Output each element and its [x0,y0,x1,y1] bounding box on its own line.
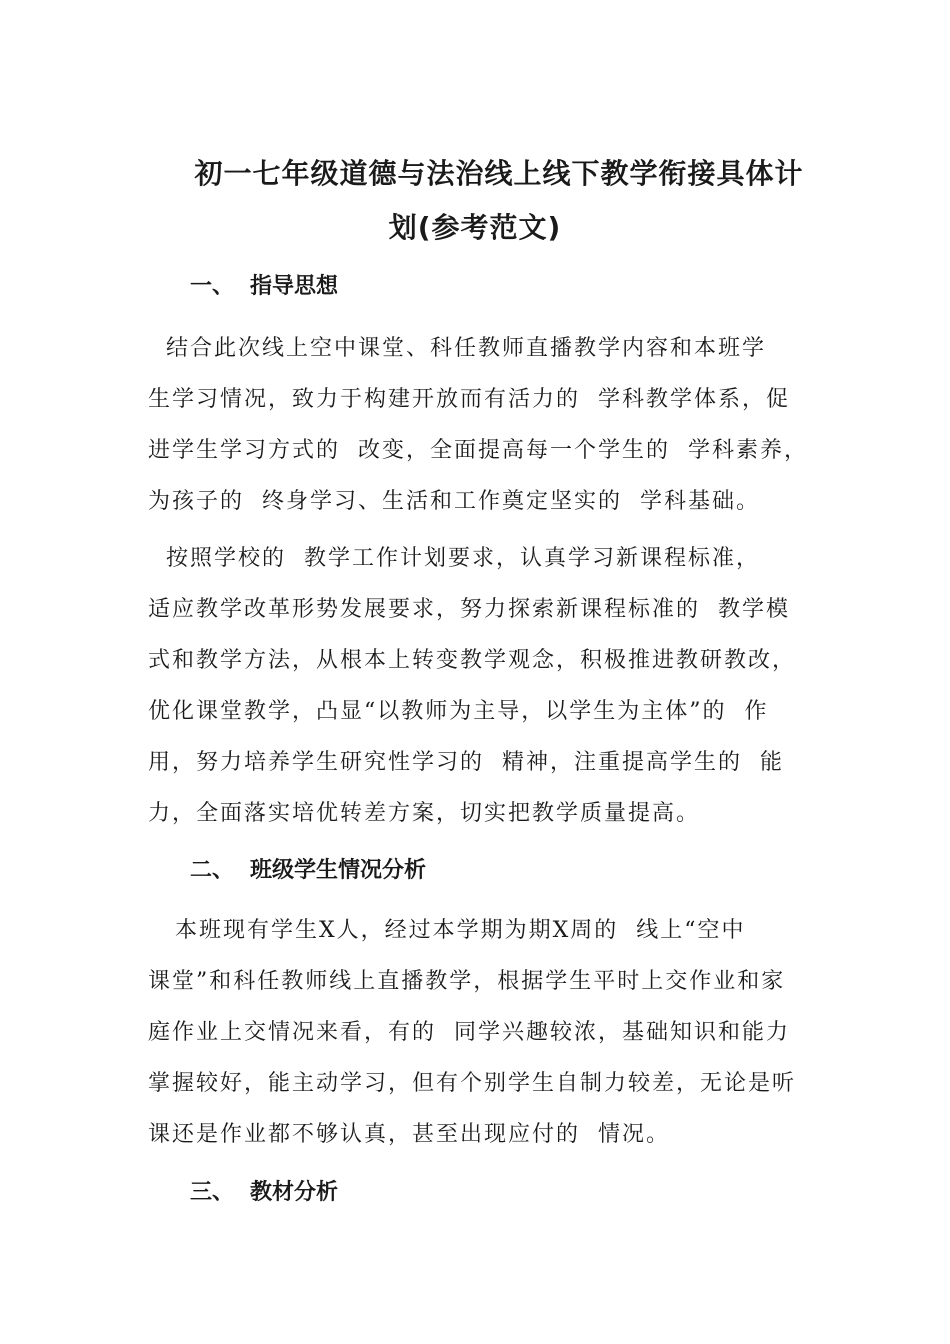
paragraph-class-analysis [148,905,808,1160]
section-title: 教材分析 [250,1180,339,1205]
paragraph-line: 按照学校的 教学工作计划要求，认真学习新课程标准， [148,546,760,571]
section-heading-1 [190,272,338,302]
paragraph-line: 适应教学改革形势发展要求，努力探索新课程标准的 教学模 [148,597,790,622]
paragraph-guiding-1 [148,323,808,527]
paragraph-line: 掌握较好，能主动学习，但有个别学生自制力较差，无论是听 [148,1071,797,1096]
section-heading-2 [190,856,426,886]
section-heading-3 [190,1178,338,1208]
paragraph-line: 进学生学习方式的 改变，全面提高每一个学生的 学科素养， [148,438,808,463]
paragraph-guiding-2 [148,533,808,839]
section-title: 班级学生情况分析 [250,858,427,883]
paragraph-line: 优化课堂教学，凸显“以教师为主导，以学生为主体”的 作 [148,699,769,724]
document-title-line-1: 初一七年级道德与法治线上线下教学衔接具体计 [194,157,804,190]
section-number: 二、 [190,858,235,883]
section-number: 三、 [190,1180,235,1205]
paragraph-line: 本班现有学生X人，经过本学期为期X周的 线上“空中 [148,918,746,943]
paragraph-line: 力，全面落实培优转差方案，切实把教学质量提高。 [148,801,701,826]
section-number: 一、 [190,274,235,299]
section-title: 指导思想 [250,274,339,299]
paragraph-line: 用，努力培养学生研究性学习的 精神，注重提高学生的 能 [148,750,784,775]
paragraph-line: 庭作业上交情况来看，有的 同学兴趣较浓，基础知识和能力 [148,1020,790,1045]
paragraph-line: 结合此次线上空中课堂、科任教师直播教学内容和本班学 [148,336,766,361]
paragraph-line: 课还是作业都不够认真，甚至出现应付的 情况。 [148,1122,670,1147]
paragraph-line: 课堂”和科任教师线上直播教学，根据学生平时上交作业和家 [148,969,786,994]
paragraph-line: 为孩子的 终身学习、生活和工作奠定坚实的 学科基础。 [148,489,760,514]
document-title-line-2: 划(参考范文) [388,211,562,244]
paragraph-line: 生学习情况，致力于构建开放而有活力的 学科教学体系，促 [148,387,790,412]
paragraph-line: 式和教学方法，从根本上转变教学观念，积极推进教研教改， [148,648,797,673]
